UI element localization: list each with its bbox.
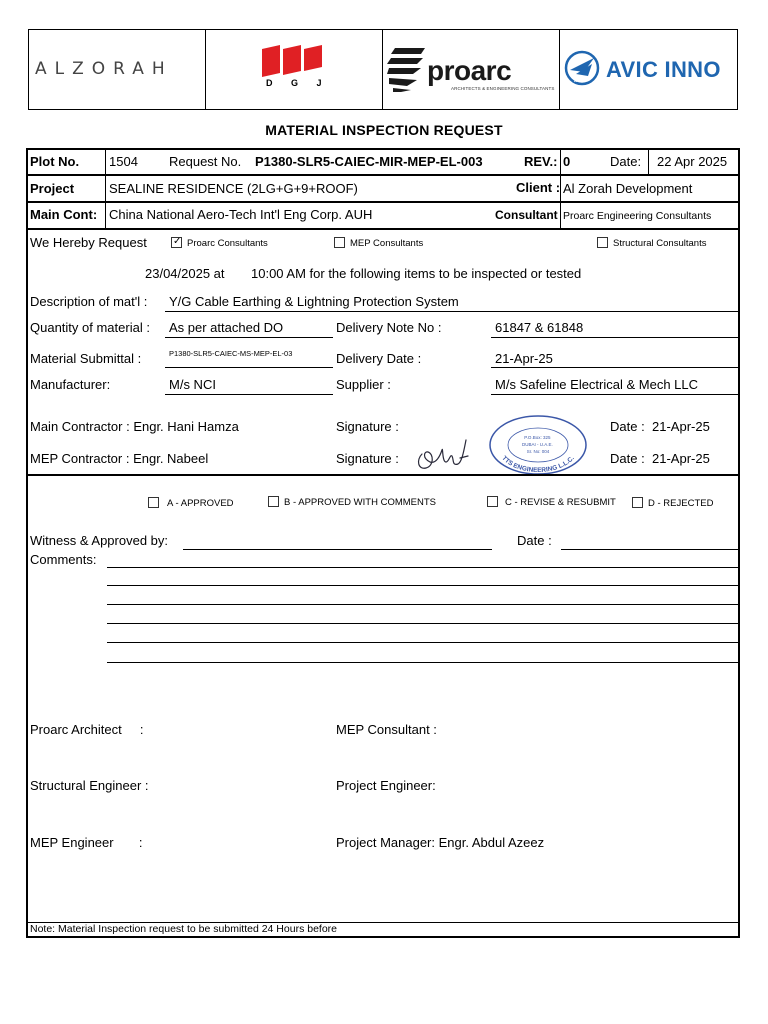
delivery-note-value: 61847 & 61848 [495,320,584,335]
main-cont-label: Main Cont: [30,207,98,222]
signature-label: Signature : [336,419,399,434]
checkbox-structural-consultants[interactable] [597,237,608,248]
proarc-logo-cell [383,30,560,109]
date-label: Date : [610,419,645,434]
option-approved-with-comments: B - APPROVED WITH COMMENTS [284,497,437,508]
supplier-value: M/s Safeline Electrical & Mech LLC [495,377,699,392]
consultant-value: Proarc Engineering Consultants [563,210,712,222]
dgj-logo-text: D G J [266,78,330,88]
delivery-date-label: Delivery Date : [336,351,422,366]
project-label: Project [30,181,75,196]
option-rejected: D - REJECTED [648,498,714,509]
underline [183,549,492,550]
witness-date-label: Date : [517,533,552,548]
material-submittal-value: P1380-SLR5-CAIEC-MS-MEP-EL-03 [169,349,293,358]
underline [491,394,739,395]
company-stamp [488,414,588,476]
option-mep-consultants: MEP Consultants [350,238,424,249]
consultant-label: Consultant [495,208,558,222]
client-value: Al Zorah Development [563,181,693,196]
dgj-logo-cell [206,30,383,109]
request-no-label: Request No. [169,154,242,169]
schedule-text: 10:00 AM for the following items to be inspected or tested [251,266,582,281]
proarc-stripes-icon [387,46,429,92]
page-title: MATERIAL INSPECTION REQUEST [265,122,503,138]
supplier-label: Supplier : [336,377,391,392]
option-proarc-consultants: Proarc Consultants [187,238,268,249]
svg-text:TTS ENGINEERING L.L.C. [500,455,576,474]
manufacturer-value: M/s NCI [169,377,216,392]
manufacturer-label: Manufacturer: [30,377,111,392]
date-label: Date : [610,451,645,466]
description-label: Description of mat'l : [30,294,148,309]
rev-label: REV.: [524,154,558,169]
checkbox-revise-resubmit[interactable] [487,496,498,507]
description-value: Y/G Cable Earthing & Lightning Protection System [169,294,459,309]
underline [165,394,333,395]
comment-line[interactable] [107,567,739,568]
mep-engineer-label: MEP Engineer : [30,835,143,850]
project-engineer-label: Project Engineer: [336,778,436,793]
option-approved: A - APPROVED [167,498,234,509]
stamp-company-name: TTS ENGINEERING L.L.C. [500,454,576,475]
underline [165,311,739,312]
underline [561,549,739,550]
client-label: Client : [516,180,561,195]
footer-note: Note: Material Inspection request to be submitted 24 Hours before [30,923,338,935]
option-structural-consultants: Structural Consultants [613,238,707,249]
option-revise-resubmit: C - REVISE & RESUBMIT [505,497,616,508]
witness-label: Witness & Approved by: [30,533,169,548]
comment-line[interactable] [107,662,739,663]
col-divider [105,149,106,229]
row-divider [26,201,740,203]
svg-text:P.O.Box: 325 DUBAI - U.A.E [522,435,554,454]
stamp-reg: Sr. No: 004 [526,449,550,454]
proarc-architect-label: Proarc Architect : [30,722,144,737]
project-value: SEALINE RESIDENCE (2LG+G+9+ROOF) [109,181,358,196]
mep-consultant-label: MEP Consultant : [336,722,437,737]
dgj-logo-mark [260,45,326,77]
logo-strip [28,29,738,110]
delivery-date-value: 21-Apr-25 [495,351,553,366]
date-value: 22 Apr 2025 [657,154,728,169]
checkbox-approved-with-comments[interactable] [268,496,279,507]
checkbox-proarc-consultants[interactable] [171,237,182,248]
comment-line[interactable] [107,585,739,586]
proarc-logo-text: proarc [427,55,512,86]
stamp-pobox: P.O.Box: 325 [524,435,551,440]
alzorah-logo: ALZORAH [35,59,173,79]
checkbox-approved[interactable] [148,497,159,508]
rev-value: 0 [563,154,571,169]
avic-emblem-text: AVIC [574,78,584,83]
date-value: 21-Apr-25 [652,419,710,434]
underline [491,337,739,338]
stamp-city: DUBAI - U.A.E. [521,442,553,447]
request-label: We Hereby Request [30,235,147,250]
date-value: 21-Apr-25 [652,451,710,466]
underline [165,337,333,338]
underline [491,367,739,368]
underline [165,367,333,368]
proarc-logo-tagline: ARCHITECTS & ENGINEERING CONSULTANTS [451,86,555,91]
delivery-note-label: Delivery Note No : [336,320,442,335]
date-label: Date: [610,154,642,169]
avic-logo-text: AVIC INNO [606,57,721,82]
structural-engineer-label: Structural Engineer : [30,778,149,793]
request-no-value: P1380-SLR5-CAIEC-MIR-MEP-EL-003 [255,154,483,169]
handwritten-signature [412,436,470,474]
row-divider [26,174,740,176]
project-manager-label: Project Manager: Engr. Abdul Azeez [336,835,545,850]
plot-no-value: 1504 [109,154,138,169]
checkbox-mep-consultants[interactable] [334,237,345,248]
section-divider [26,474,740,476]
alzorah-logo-cell [29,30,206,109]
row-divider [26,228,740,230]
plot-no-label: Plot No. [30,154,80,169]
schedule-date: 23/04/2025 at [145,266,225,281]
main-contractor: Main Contractor : Engr. Hani Hamza [30,419,239,434]
signature-label: Signature : [336,451,399,466]
quantity-value: As per attached DO [169,320,284,335]
avic-logo-cell [560,30,739,109]
comment-line[interactable] [107,623,739,624]
checkbox-rejected[interactable] [632,497,643,508]
comments-label: Comments: [30,552,97,567]
quantity-label: Quantity of material : [30,320,150,335]
comment-line[interactable] [107,642,739,643]
col-divider [648,149,649,175]
comment-line[interactable] [107,604,739,605]
material-submittal-label: Material Submittal : [30,351,142,366]
col-divider [560,149,561,229]
main-cont-value: China National Aero-Tech Int'l Eng Corp. AUH [109,207,373,222]
mep-contractor: MEP Contractor : Engr. Nabeel [30,451,209,466]
